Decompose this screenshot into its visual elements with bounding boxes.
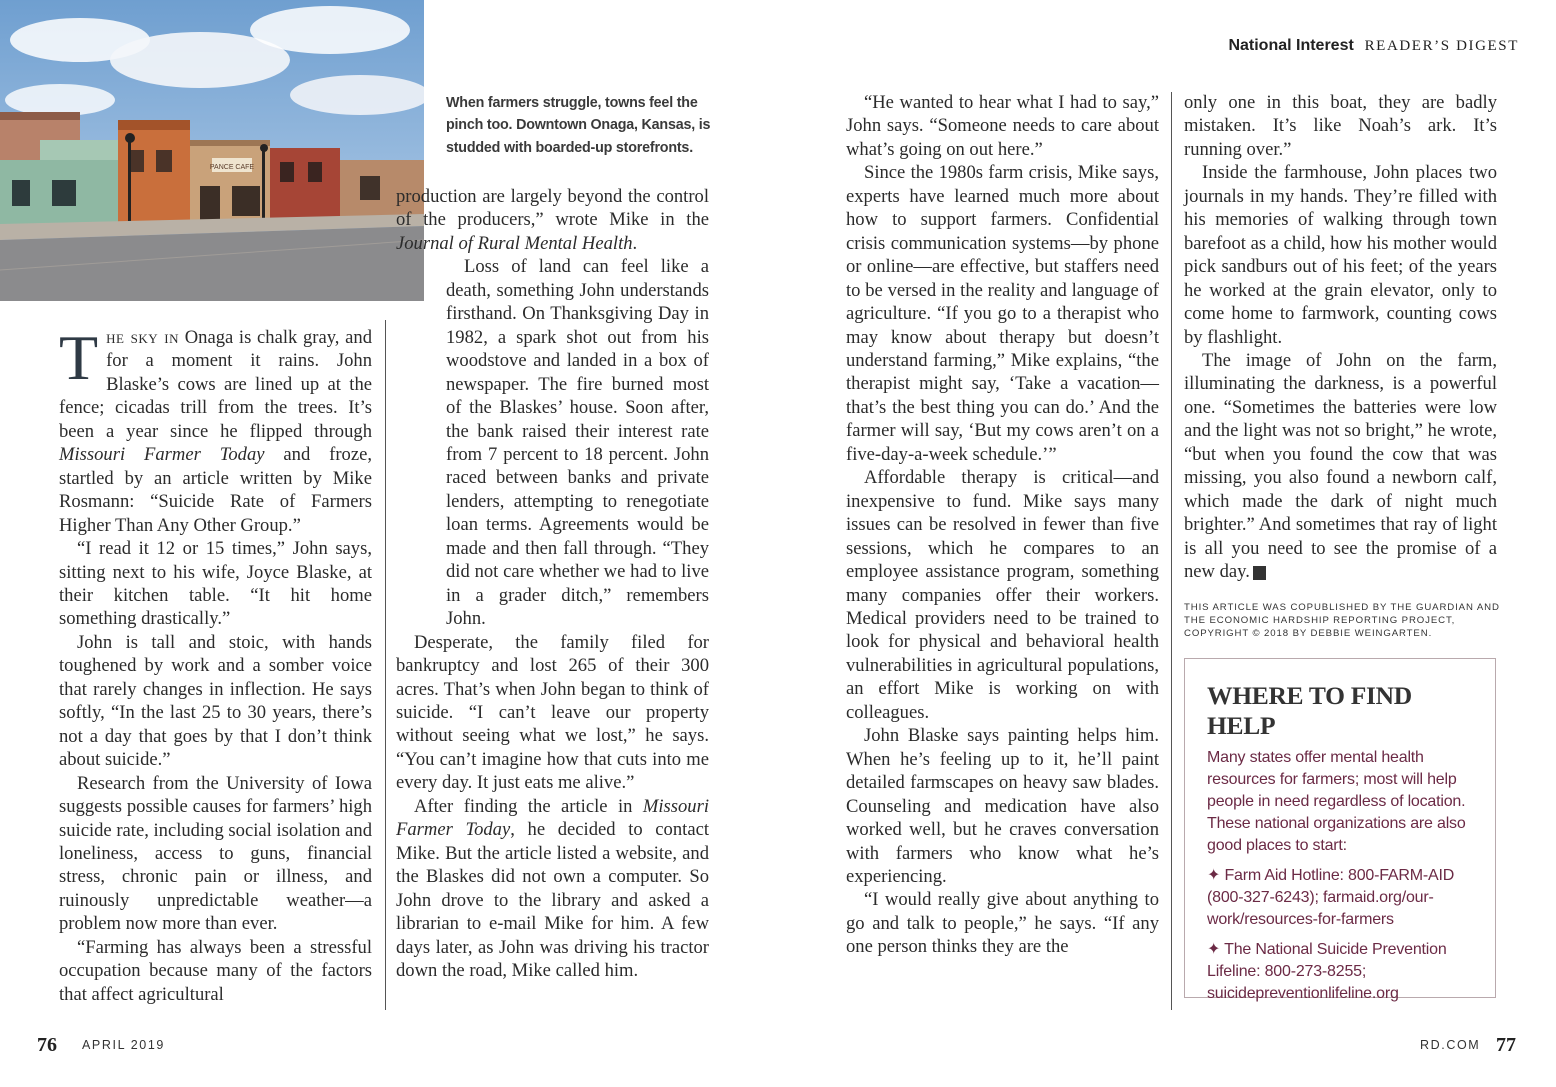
issue-date: APRIL 2019	[82, 1038, 165, 1052]
photo-caption: When farmers struggle, towns feel the pinch too. Downtown Onaga, Kansas, is studded with boarded-up storefronts.	[446, 95, 711, 156]
magazine-name: READER’S DIGEST	[1364, 38, 1519, 54]
paragraph-text: Onaga is chalk gray, and for a moment it rains. John Blaske’s cows are lined up at the fence; cicadas trill from the trees. It’s been a year since he flipped through	[59, 327, 372, 442]
copyright-credit: THIS ARTICLE WAS COPUBLISHED BY THE GUARDIAN AND THE ECONOMIC HARDSHIP REPORTING PROJECT, COPYRIGHT © 2018 BY DEBBIE WEINGARTEN.	[1184, 602, 1500, 639]
section-name: National Interest	[1228, 37, 1354, 54]
paragraph: “I would really give about anything to go and talk to people,” he says. “If any one person thinks they are the	[846, 889, 1159, 958]
paragraph: “He wanted to hear what I had to say,” John says. “Someone needs to care about what’s going on out here.”	[846, 92, 1159, 160]
drop-cap: T	[59, 322, 99, 393]
paragraph: only one in this boat, they are badly mistaken. It’s like Noah’s ark. It’s running over.”	[1184, 92, 1497, 160]
paragraph: Desperate, the family filed for bankruptcy and lost 265 of their 300 acres. That’s when John began to think of suicide. “I can’t leave our property without seeing what we lost,” he says. “You can’t imagine how that cuts into me every day. It just eats me alive.”	[396, 631, 709, 794]
publication-name: Missouri Farmer Today	[59, 444, 265, 466]
article-column-3	[846, 91, 1159, 959]
end-mark-icon: R	[1253, 566, 1266, 580]
help-sidebar	[1184, 658, 1496, 1002]
help-title: WHERE TO FIND HELP	[1207, 681, 1412, 740]
article-column-1	[59, 322, 372, 1006]
page-number-left: 76	[37, 1034, 57, 1056]
lead-in-smallcaps: he sky in	[106, 327, 180, 348]
paragraph: John is tall and stoic, with hands toughened by work and a somber voice that rarely changes in inflection. He says softly, “In the last 25 to 30 years, there’s not a day that goes by that I don’t think about suicide.”	[59, 631, 372, 771]
article-column-4	[1184, 91, 1497, 584]
running-header	[1228, 36, 1519, 55]
help-item-lifeline: ✦ The National Suicide Prevention Lifeline: 800-273-8255; suicidepreventionlifeline.org	[1207, 941, 1447, 1002]
article-column-2	[396, 185, 709, 982]
help-intro: Many states offer mental health resources for farmers; most will help people in need regardless of location. These national organizations are also good places to start:	[1207, 749, 1466, 854]
paragraph-text: production are largely beyond the control of the producers,” wrote Mike in the	[396, 186, 709, 231]
help-item-farm-aid: ✦ Farm Aid Hotline: 800-FARM-AID (800-327-6243); farmaid.org/our-work/resources-for-farmers	[1207, 867, 1455, 928]
paragraph: Loss of land can feel like a death, something John understands firsthand. On Thanksgiving Day in 1982, a spark shot out from his woodstove and landed in a box of newspaper. The fire burned most of the Blaskes’ house. Soon after, the bank raised their interest rate from 7 percent to 18 percent. John raced between banks and private lenders, attempting to renegotiate loan terms. Agreements would be made and then fall through. “They did not care whether we had to live in a grader ditch,” remembers John.	[446, 256, 709, 630]
page-number-right: 77	[1496, 1034, 1516, 1056]
street-photo	[0, 0, 424, 301]
paragraph: “I read it 12 or 15 times,” John says, sitting next to his wife, Joyce Blaske, at their kitchen table. “It hit home something drastically.”	[59, 538, 372, 630]
publication-name: Journal of Rural Mental Health	[396, 232, 633, 254]
column-rule	[385, 320, 386, 1010]
paragraph-text: , he decided to contact Mike. But the article listed a website, and the Blaskes did not own a computer. So John drove to the library and asked a librarian to e-mail Mike for him. A few days later, as John was driving his tractor down the road, Mike called him.	[396, 819, 709, 981]
paragraph: Research from the University of Iowa suggests possible causes for farmers’ high suicide rate, including social isolation and loneliness, access to guns, financial stress, chronic pain or illness, and ruinously unpredictable weather—a problem now more than ever.	[59, 772, 372, 935]
column-rule	[1171, 92, 1172, 1010]
paragraph: Affordable therapy is critical—and inexpensive to fund. Mike says many issues can be resolved in fewer than five sessions, which he compares to an employee assistance program, something many companies offer their workers. Medical providers need to be trained to look for physical and behavioral health vulnerabilities in agricultural populations, an effort Mike is working on with colleagues.	[846, 467, 1159, 723]
paragraph-text: The image of John on the farm, illuminating the darkness, is a powerful one. “Sometimes the batteries were low and the light was not so bright,” he wrote, “but when you found the cow that was missing, you also found a newborn calf, which made the dark of night much brighter.” And sometimes that ray of light is all you need to see the promise of a new day.	[1184, 349, 1497, 583]
paragraph: Since the 1980s farm crisis, Mike says, experts have learned much more about how to support farmers. Confidential crisis communication systems—by phone or online—are effective, but staffers need to be versed in the reality and language of agriculture. “If you go to a therapist who may know about therapy but doesn’t understand farming,” Mike explains, “the therapist might say, ‘Take a vacation—that’s the best thing you can do.’ And the farmer will say, ‘But my cows aren’t on a five-day-a-week schedule.’”	[846, 162, 1159, 465]
storefront-sign: PANCE CAFE	[209, 164, 255, 171]
paragraph: John Blaske says painting helps him. When he’s feeling up to it, he’ll paint detailed farmscapes on heavy saw blades. Counseling and medication have also worked well, but he craves conversation with farmers who know what he’s experiencing.	[846, 725, 1159, 887]
paragraph: Inside the farmhouse, John places two journals in my hands. They’re filled with his memories of walking through town barefoot as a child, how his mother would pick sandburs out of his feet; of the years he worked at the grain elevator, only to come home to farmwork, counting cows by flashlight.	[1184, 162, 1497, 348]
publication-name: Missouri Farmer Today	[396, 795, 709, 841]
paragraph-text: and froze, startled by an article written by Mike Rosmann: “Suicide Rate of Farmers Higher Than Any Other Group.”	[59, 444, 372, 536]
paragraph: “Farming has always been a stressful occupation because many of the factors that affect agricultural	[59, 936, 372, 1005]
website: RD.COM	[1420, 1038, 1481, 1052]
paragraph-text: After finding the article in	[414, 795, 643, 817]
paragraph-text: .	[632, 232, 638, 254]
